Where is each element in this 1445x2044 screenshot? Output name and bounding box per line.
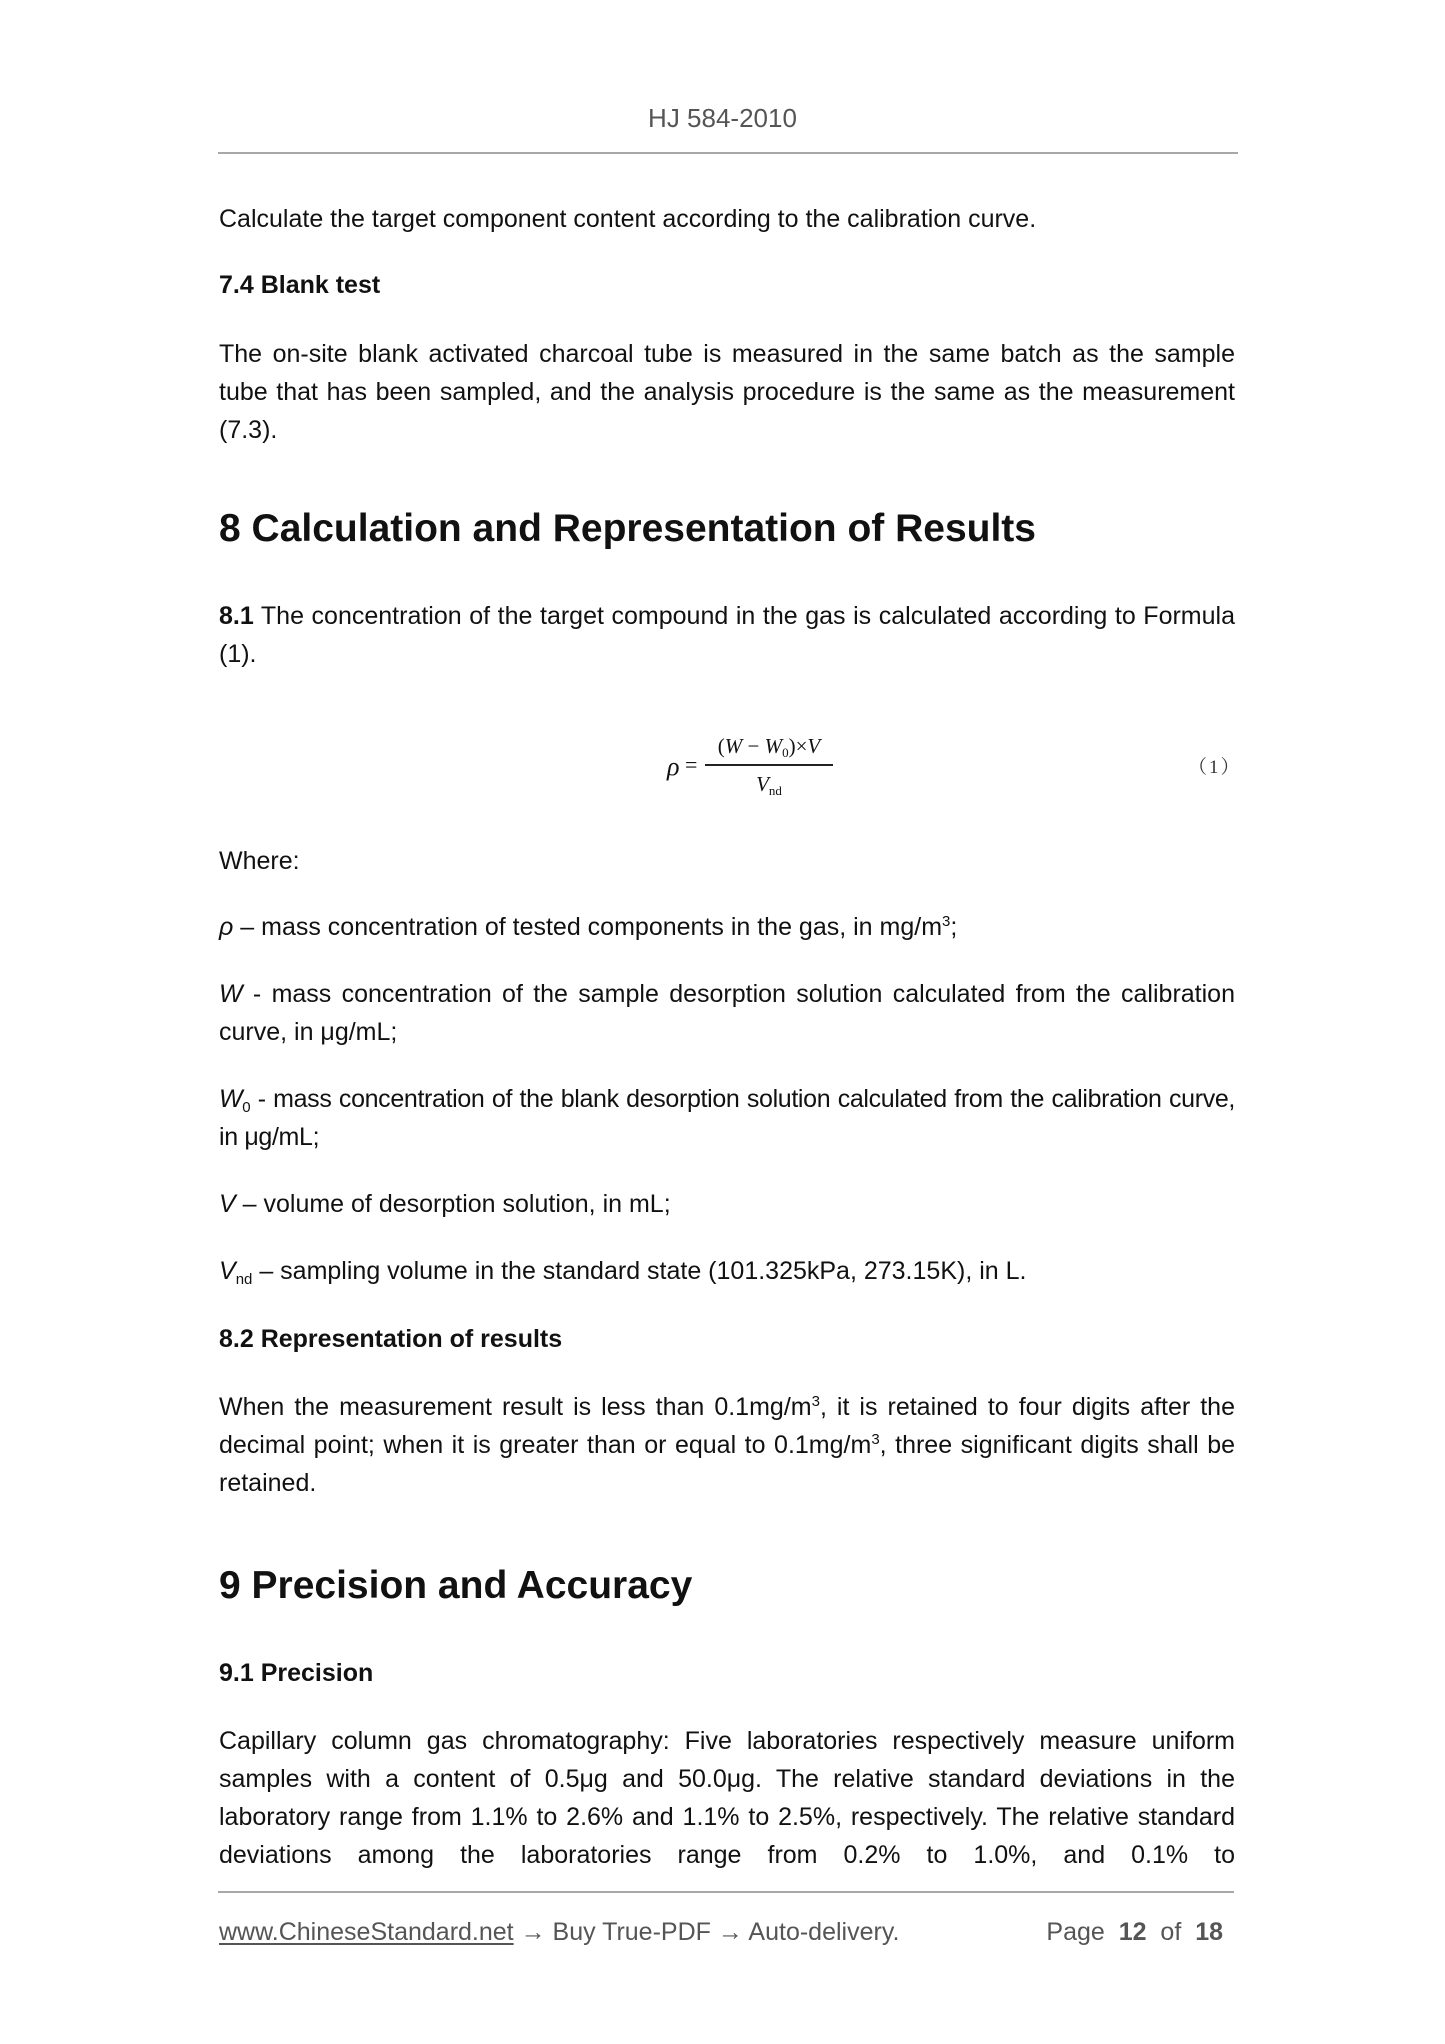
header-doc-id: HJ 584-2010	[648, 103, 797, 133]
definition-symbol: ρ	[219, 913, 234, 941]
of-label: of	[1160, 1918, 1182, 1946]
definition-symbol: W	[219, 1085, 243, 1113]
section-9-1-body	[219, 1722, 1235, 1874]
footer-divider	[218, 1891, 1234, 1893]
definition-symbol-sub: nd	[235, 1271, 253, 1288]
section-8-1-number: 8.1	[219, 602, 254, 630]
section-8-2-text-part1: When the measurement result is less than 0.1mg/m	[219, 1393, 812, 1421]
definition-text: – sampling volume in the standard state (101.325kPa, 273.15K), in L.	[252, 1257, 1027, 1285]
intro-paragraph	[219, 200, 1235, 238]
formula-denominator	[705, 768, 833, 800]
formula-lhs-rho: ρ	[667, 752, 680, 781]
section-8-1-text	[219, 597, 1235, 673]
section-8-2-text-part2: , it is retained to four digits after the decimal point; when it is greater than or equal to 0.1mg/m	[219, 1393, 1235, 1459]
section-8-2-heading: 8.2 Representation of results	[219, 1325, 563, 1353]
definition-item	[219, 975, 1235, 1051]
definition-text: - mass concentration of the blank desorption solution calculated from the calibration curve, in μg/mL;	[219, 1085, 1235, 1151]
definition-text: – mass concentration of tested components in the gas, in mg/m	[233, 913, 943, 941]
formula-var-v: V	[807, 734, 821, 758]
where-label-block	[219, 842, 1235, 880]
where-label: Where:	[219, 847, 300, 875]
definition-text: – volume of desorption solution, in mL;	[235, 1190, 671, 1218]
page-total: 18	[1195, 1918, 1223, 1946]
section-7-4-heading: 7.4 Blank test	[219, 271, 381, 299]
definition-w0	[219, 1080, 1235, 1156]
arrow-right-icon: →	[710, 1918, 749, 1946]
formula-var-w: W	[724, 734, 743, 758]
formula-var-vnd: V	[756, 771, 769, 796]
formula-equation-number: （1）	[1188, 757, 1242, 778]
page-indicator	[1046, 1918, 1223, 1947]
section-7-4	[219, 266, 1235, 304]
formula-paren-open: (	[717, 734, 725, 758]
section-8-1	[219, 597, 1235, 673]
footer-delivery-text: Auto-delivery.	[748, 1918, 900, 1946]
definition-item	[219, 908, 1235, 946]
definition-w	[219, 975, 1235, 1051]
footer-buy-text: Buy True-PDF	[552, 1918, 711, 1946]
formula-var-w0: W	[764, 734, 783, 758]
section-9	[219, 1562, 1235, 1610]
formula-numerator	[705, 730, 833, 762]
definition-item	[219, 1252, 1235, 1290]
definition-superscript: 3	[942, 913, 951, 930]
definition-symbol: W	[219, 980, 243, 1008]
page-label: Page	[1046, 1918, 1105, 1946]
page-current: 12	[1118, 1918, 1147, 1946]
definition-item	[219, 1185, 1235, 1223]
section-9-heading: 9 Precision and Accuracy	[219, 1564, 693, 1607]
superscript: 3	[811, 1393, 820, 1410]
formula-times: ×	[795, 734, 808, 758]
section-8	[219, 505, 1235, 553]
formula-equals: =	[685, 752, 698, 777]
definition-symbol-sub: 0	[242, 1099, 251, 1116]
section-8-2-text	[219, 1388, 1235, 1502]
section-7-4-text: The on-site blank activated charcoal tube is measured in the same batch as the sample tube that has been sampled, and the analysis procedure is the same as the measurement (7.3).	[219, 340, 1235, 444]
formula-var-w0-sub: 0	[782, 745, 789, 760]
formula-fraction	[705, 730, 833, 800]
definition-tail: ;	[950, 913, 958, 941]
definition-text: - mass concentration of the sample desorption solution calculated from the calibration curve, in μg/mL;	[219, 980, 1235, 1046]
definition-symbol: V	[219, 1190, 236, 1218]
formula-paren-close: )	[788, 734, 796, 758]
footer-promo	[219, 1918, 899, 1947]
definition-item	[219, 1080, 1235, 1156]
section-7-4-body	[219, 335, 1235, 449]
intro-text: Calculate the target component content according to the calibration curve.	[219, 205, 1037, 233]
footer-website-link[interactable]: www.ChineseStandard.net	[219, 1918, 514, 1946]
section-8-2-body	[219, 1388, 1235, 1502]
definition-vnd	[219, 1252, 1235, 1290]
section-8-1-sentence: The concentration of the target compound in the gas is calculated according to Formula (1).	[219, 602, 1235, 668]
superscript: 3	[871, 1431, 880, 1448]
section-8-2-text-part3: , three significant digits shall be retained.	[219, 1431, 1235, 1497]
definition-v	[219, 1185, 1235, 1223]
section-9-1-text: Capillary column gas chromatography: Five laboratories respectively measure uniform samples with a content of 0.5μg and 50.0μg. The relative standard deviations in the laboratory range from 1.1% to 2.6% and 1.1% to 2.5%, respectively. The relative standard deviations among the laboratories range from 0.2% to 1.0%, and 0.1% to	[219, 1727, 1235, 1869]
section-8-2	[219, 1320, 1235, 1358]
definition-rho	[219, 908, 1235, 946]
section-9-1-heading: 9.1 Precision	[219, 1659, 374, 1687]
arrow-right-icon: →	[513, 1918, 553, 1946]
formula-minus: −	[742, 734, 765, 758]
definition-symbol: V	[219, 1257, 236, 1285]
formula-fraction-bar	[705, 764, 833, 766]
section-8-heading: 8 Calculation and Representation of Results	[219, 507, 1036, 550]
formula-var-vnd-sub: nd	[768, 782, 782, 798]
section-9-1	[219, 1654, 1235, 1692]
header-divider	[218, 152, 1238, 154]
